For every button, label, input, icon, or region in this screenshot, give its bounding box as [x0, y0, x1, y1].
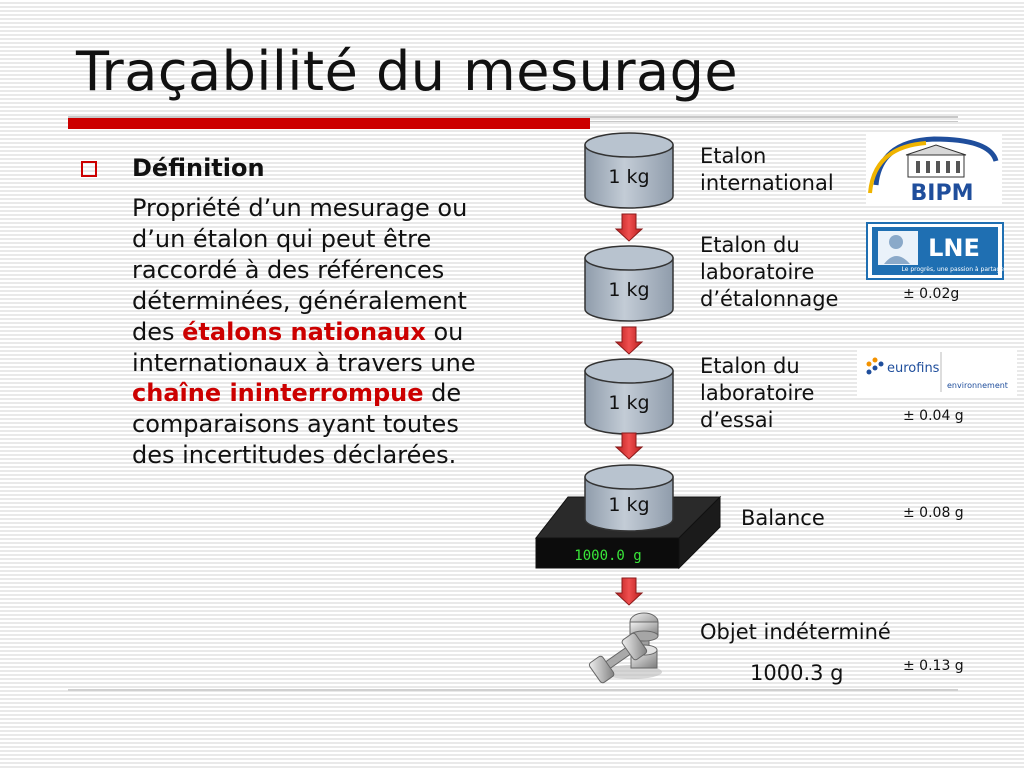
eurofins-logo — [857, 350, 1017, 396]
definition-text-1: Propriété d’un mesurage ou d’un étalon qui peut être raccordé à des références déterminées, généralement des — [132, 194, 468, 346]
weight-cylinder-4 — [585, 465, 673, 531]
level-label-calibration-lab — [700, 232, 838, 313]
bipm-logo — [866, 133, 1002, 205]
level-label-line: Etalon — [700, 144, 767, 168]
lne-logo-tagline: Le progrès, une passion à partager — [901, 266, 1004, 273]
level-label-line: d’étalonnage — [700, 287, 839, 311]
definition-emphasis-2: chaîne ininterrompue — [132, 379, 424, 408]
weight-cylinder-3 — [585, 359, 673, 434]
level-label-line: laboratoire — [700, 381, 815, 405]
page-title: Traçabilité du mesurage — [76, 40, 739, 103]
down-arrow-icon — [616, 578, 642, 605]
level-label-line: Balance — [741, 506, 825, 530]
level-label-balance — [741, 505, 825, 532]
level-label-line: international — [700, 171, 834, 195]
weight-label: 1 kg — [608, 166, 650, 188]
definition-text-3: de comparaisons ayant toutes des incertitudes déclarées. — [132, 379, 462, 470]
tolerance-calibration-lab: ± 0.02g — [903, 286, 960, 302]
definition-heading: Définition — [132, 154, 265, 182]
level-label-testing-lab — [700, 353, 814, 434]
weight-cylinder-2 — [585, 246, 673, 321]
weight-label: 1 kg — [608, 494, 650, 516]
eurofins-logo-text: eurofins — [887, 361, 940, 376]
weight-label: 1 kg — [608, 392, 650, 414]
tolerance-object: ± 0.13 g — [903, 658, 964, 674]
dumbbell-icon — [588, 613, 662, 684]
down-arrow-icon — [616, 433, 642, 459]
lne-logo — [866, 222, 1004, 280]
level-label-object — [700, 619, 891, 646]
level-label-line: Objet indéterminé — [700, 620, 891, 644]
down-arrow-icon — [616, 214, 642, 241]
lne-logo-text: LNE — [928, 234, 980, 262]
scale-display: 1000.0 g — [574, 548, 642, 564]
definition-text-2: ou internationaux à travers une — [132, 317, 476, 377]
level-label-line: Etalon du — [700, 354, 800, 378]
bipm-logo-text: BIPM — [910, 181, 974, 205]
eurofins-logo-subtext: environnement — [947, 381, 1008, 390]
level-label-line: d’essai — [700, 408, 774, 432]
tolerance-balance: ± 0.08 g — [903, 505, 964, 521]
object-value: 1000.3 g — [750, 661, 844, 685]
definition-emphasis-1: étalons nationaux — [182, 317, 426, 346]
footer-rule — [68, 689, 958, 691]
weight-cylinder-1 — [585, 133, 673, 208]
level-label-international — [700, 143, 834, 197]
level-label-line: laboratoire — [700, 260, 815, 284]
down-arrow-icon — [616, 327, 642, 354]
weight-label: 1 kg — [608, 279, 650, 301]
level-label-line: Etalon du — [700, 233, 800, 257]
tolerance-testing-lab: ± 0.04 g — [903, 408, 964, 424]
